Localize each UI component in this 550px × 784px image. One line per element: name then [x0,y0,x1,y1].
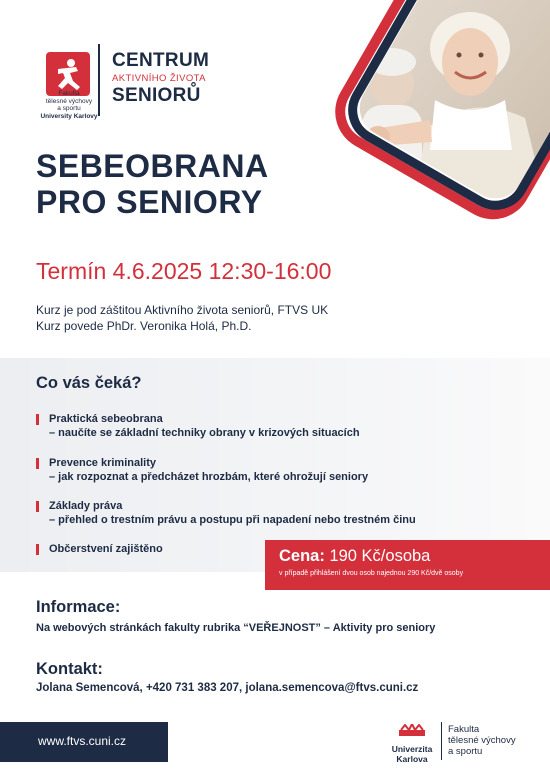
item-marker [36,458,39,469]
item-detail: – naučíte se základní techniky obrany v krizových situacích [49,427,360,439]
centrum-line3: SENIORŮ [112,85,201,106]
item-title: Občerstvení zajištěno [49,543,163,555]
website-link[interactable]: www.ftvs.cuni.cz [0,722,168,762]
item-title: Praktická sebeobrana [49,413,163,425]
informace-text: Na webových stránkách fakulty rubrika “VEŘEJNOST” – Aktivity pro seniory [36,622,436,634]
item-marker [36,544,39,555]
uk-logo [384,724,440,764]
uk-line1: Univerzita [391,744,433,754]
title-line1: SEBEOBRANA [36,148,269,184]
footer-divider [441,722,442,760]
item-title: Prevence kriminality [49,457,157,469]
centrum-line1: CENTRUM [112,50,210,71]
uk-line2: Karlova [396,753,428,764]
faculty-line1: Fakulta [448,724,480,735]
program-item [36,542,163,556]
faculty-name [448,724,516,757]
item-title: Základy práva [49,500,123,512]
intro-line2: Kurz povede PhDr. Veronika Holá, Ph.D. [36,319,252,333]
program-heading: Co vás čeká? [36,374,142,392]
price-value: 190 Kč/osoba [329,547,431,565]
intro-text [36,302,328,334]
faculty-line2: tělesné výchovy [448,735,516,746]
ftvs-logo-caption [30,90,108,120]
centrum-logo [112,50,209,107]
price-label: Cena: [279,547,325,565]
logo-caption-line2: tělesné výchovy [45,97,93,105]
item-detail: – přehled o trestním právu a postupu při napadení nebo trestném činu [49,514,416,526]
logo-caption-line4: University Karlovy [40,112,98,120]
kontakt-heading: Kontakt: [36,660,103,678]
uk-seal-icon [397,724,427,738]
title-line2: PRO SENIORY [36,184,263,220]
price-box [265,540,550,590]
program-item [36,456,368,484]
date-time: Termín 4.6.2025 12:30-16:00 [36,258,332,284]
logo-caption-line3: a sportu [57,105,81,112]
page-title [36,148,269,220]
item-marker [36,414,39,425]
price-line [279,547,550,566]
centrum-line2: AKTIVNÍHO ŽIVOTA [112,73,206,84]
program-item [36,499,416,527]
faculty-line3: a sportu [448,746,483,757]
item-detail: – jak rozpoznat a předcházet hrozbám, které ohrožují seniory [49,471,369,483]
kontakt-text: Jolana Semencová, +420 731 383 207, jolana.semencova@ftvs.cuni.cz [36,682,419,694]
logo-caption-line1: Fakulta [58,90,80,97]
price-note: v případě přihlášení dvou osob najednou 290 Kč/dvě osoby [279,570,464,577]
intro-line1: Kurz je pod záštitou Aktivního života seniorů, FTVS UK [36,303,329,317]
program-item [36,412,360,440]
item-marker [36,501,39,512]
informace-heading: Informace: [36,598,121,616]
header-divider [98,44,100,116]
